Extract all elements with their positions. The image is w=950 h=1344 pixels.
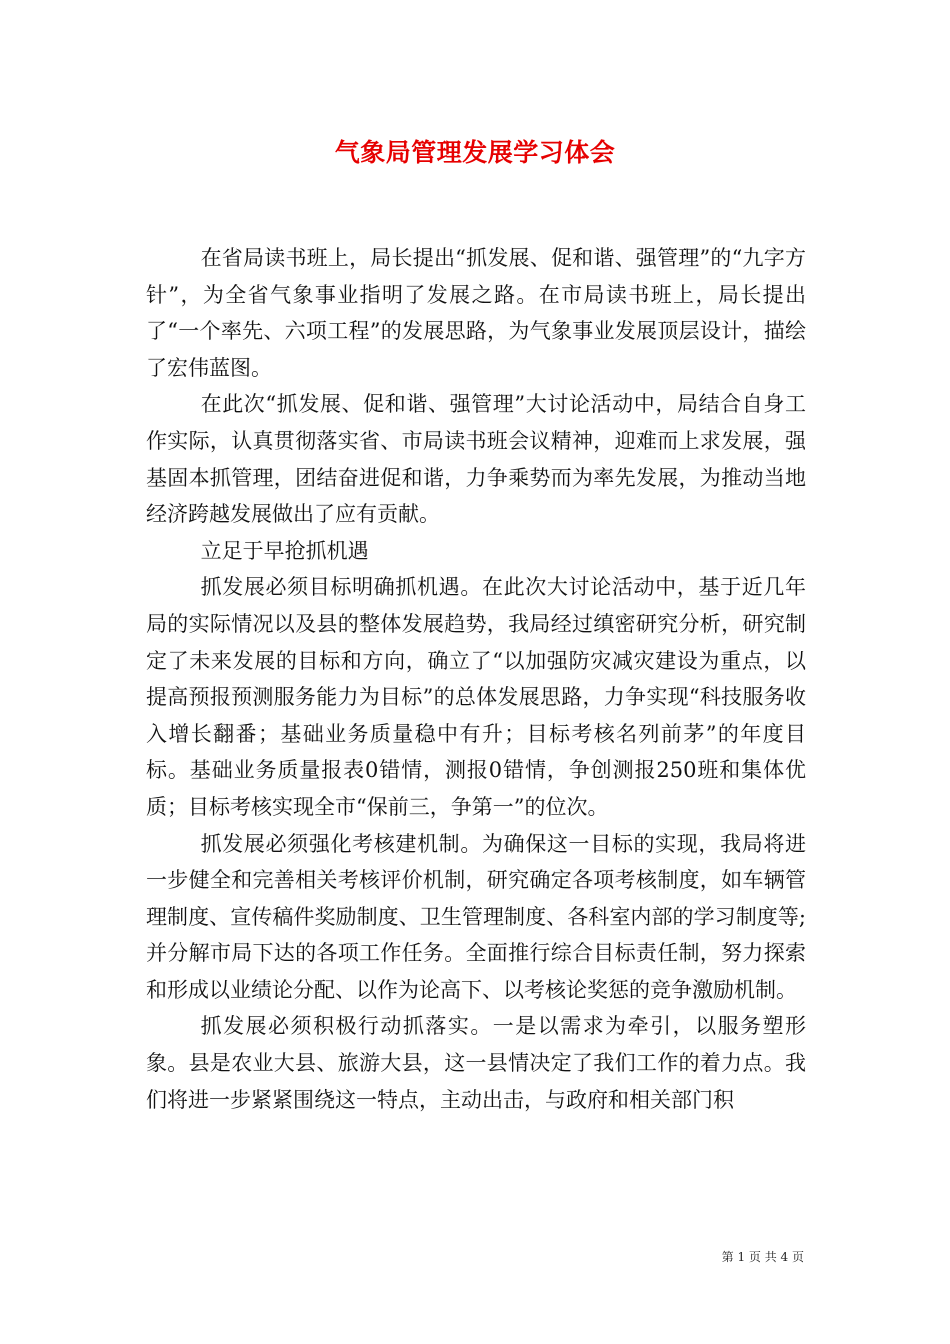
paragraph-intro: 在省局读书班上，局长提出“抓发展、促和谐、强管理”的“九字方针”，为全省气象事业指明了发展之路。在市局读书班上，局长提出了“一个率先、六项工程”的发展思路，为气象事业发展顶层设计，描绘了宏伟蓝图。 <box>146 246 806 380</box>
paragraph-action: 抓发展必须积极行动抓落实。一是以需求为牵引，以服务塑形象。县是农业大县、旅游大县，这一县情决定了我们工作的着力点。我们将进一步紧紧围绕这一特点，主动出击，与政府和相关部门积 <box>146 1014 806 1112</box>
document-body <box>146 240 806 1118</box>
paragraph-mechanism: 抓发展必须强化考核建机制。为确保这一目标的实现，我局将进一步健全和完善相关考核评价机制，研究确定各项考核制度，如车辆管理制度、宣传稿件奖励制度、卫生管理制度、各科室内部的学习制度等;并分解市局下达的各项工作任务。全面推行综合目标责任制，努力探索和形成以业绩论分配、以作为论高下、以考核论奖惩的竞争激励机制。 <box>146 831 806 1002</box>
paragraph-activity: 在此次“抓发展、促和谐、强管理”大讨论活动中，局结合自身工作实际，认真贯彻落实省、市局读书班会议精神，迎难而上求发展，强基固本抓管理，团结奋进促和谐，力争乘势而为率先发展，为推动当地经济跨越发展做出了应有贡献。 <box>146 392 806 527</box>
page-number: 第 1 页 共 4 页 <box>721 1250 804 1264</box>
section-heading: 立足于早抢抓机遇 <box>200 538 369 563</box>
document-title: 气象局管理发展学习体会 <box>334 138 616 167</box>
paragraph-goals: 抓发展必须目标明确抓机遇。在此次大讨论活动中，基于近几年局的实际情况以及县的整体发展趋势，我局经过缜密研究分析，研究制定了未来发展的目标和方向，确立了“以加强防灾减灾建设为重点，以提高预报预测服务能力为目标”的总体发展思路，力争实现“科技服务收入增长翻番；基础业务质量稳中有升；目标考核名列前茅”的年度目标。基础业务质量报表0错情，测报0错情，争创测报250班和集体优质；目标考核实现全市“保前三，争第一”的位次。 <box>146 575 806 819</box>
